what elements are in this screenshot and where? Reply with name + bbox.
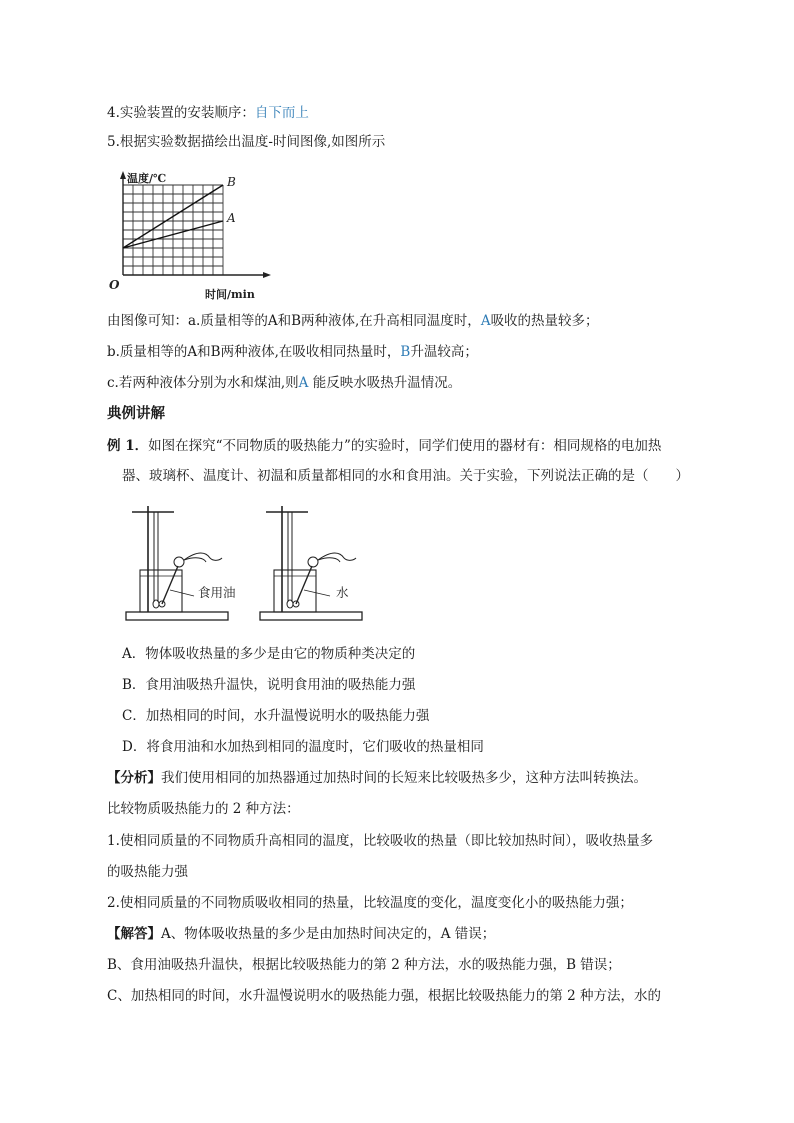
y-axis-label: 温度/℃: [127, 172, 167, 185]
answer-tag: 【解答】: [107, 926, 161, 942]
methods-title: 比较物质吸热能力的 2 种方法：: [107, 801, 300, 817]
analysis-tag: 【分析】: [107, 770, 161, 786]
example-line-2: 器、玻璃杯、温度计、初温和质量都相同的水和食用油。关于实验，下列说法正确的是（ ）: [122, 468, 689, 484]
option-d: D．将食用油和水加热到相同的温度时，它们吸收的热量相同: [122, 739, 484, 755]
conclusion-c-before: c.若两种液体分别为水和煤油,则: [107, 375, 299, 391]
conclusion-b-after: 升温较高；: [410, 344, 478, 360]
example-line-1: [107, 437, 661, 455]
origin-label: O: [109, 278, 120, 292]
apparatus-left: [126, 506, 228, 620]
apparatus-right: [260, 506, 362, 620]
example-label: 例 1．: [107, 438, 149, 454]
temperature-time-chart: [105, 168, 275, 303]
answer-line-2: B、食用油吸热升温快，根据比较吸热能力的第 2 种方法，水的吸热能力强，B 错误；: [107, 957, 621, 973]
conclusion-b-answer: B: [400, 344, 411, 360]
option-c: C．加热相同的时间，水升温慢说明水的吸热能力强: [122, 708, 430, 724]
method-2: 2.使相同质量的不同物质吸收相同的热量，比较温度的变化，温度变化小的吸热能力强；: [107, 895, 633, 911]
right-beaker-label: 水: [336, 585, 349, 600]
option-a: A．物体吸收热量的多少是由它的物质种类决定的: [122, 646, 416, 662]
method-1-line-2: 的吸热能力强: [107, 864, 188, 880]
answer-line-1: [107, 925, 495, 943]
option-b: B．食用油吸热升温快，说明食用油的吸热能力强: [122, 677, 416, 693]
answer-text-1: A、物体吸收热量的多少是由加热时间决定的，A 错误；: [161, 926, 496, 942]
conclusion-b: [107, 343, 478, 361]
item-4: [107, 104, 309, 122]
method-1-line-1: 1.使相同质量的不同物质升高相同的温度，比较吸收的热量（即比较加热时间），吸收热量多: [107, 833, 654, 849]
chart-grid: [123, 185, 223, 275]
analysis-line: [107, 769, 647, 787]
item-4-text: 4.实验装置的安装顺序：: [107, 105, 255, 121]
experiment-figure: [118, 500, 378, 625]
x-axis-arrow: [263, 272, 271, 278]
conclusion-c-answer: A: [298, 375, 309, 391]
item-4-answer: 自下而上: [254, 105, 309, 121]
series-label-B: B: [227, 175, 236, 189]
y-axis-arrow: [120, 171, 126, 179]
series-label-A: A: [227, 211, 236, 225]
conclusion-a-after: 吸收的热量较多；: [490, 313, 599, 329]
chart-series: [123, 175, 236, 248]
conclusion-b-before: b.质量相等的A和B两种液体,在吸收相同热量时，: [107, 344, 401, 360]
analysis-text: 我们使用相同的加热器通过加热时间的长短来比较吸热多少，这种方法叫转换法。: [161, 770, 647, 786]
section-title: 典例讲解: [107, 405, 165, 422]
conclusion-a-before: 由图像可知：a.质量相等的A和B两种液体,在升高相同温度时，: [107, 313, 481, 329]
x-axis-label: 时间/min: [205, 288, 255, 301]
example-text-1: 如图在探究“不同物质的吸热能力”的实验时，同学们使用的器材有：相同规格的电加热: [148, 438, 662, 454]
answer-line-3: C、加热相同的时间，水升温慢说明水的吸热能力强，根据比较吸热能力的第 2 种方法，水的: [107, 988, 661, 1004]
conclusion-a-answer: A: [480, 313, 491, 329]
item-5: 5.根据实验数据描绘出温度-时间图像,如图所示: [107, 134, 386, 150]
conclusion-c: [107, 374, 461, 392]
conclusion-c-after: 能反映水吸热升温情况。: [308, 375, 462, 391]
left-beaker-label: 食用油: [198, 585, 236, 600]
conclusion-a: [107, 312, 599, 330]
